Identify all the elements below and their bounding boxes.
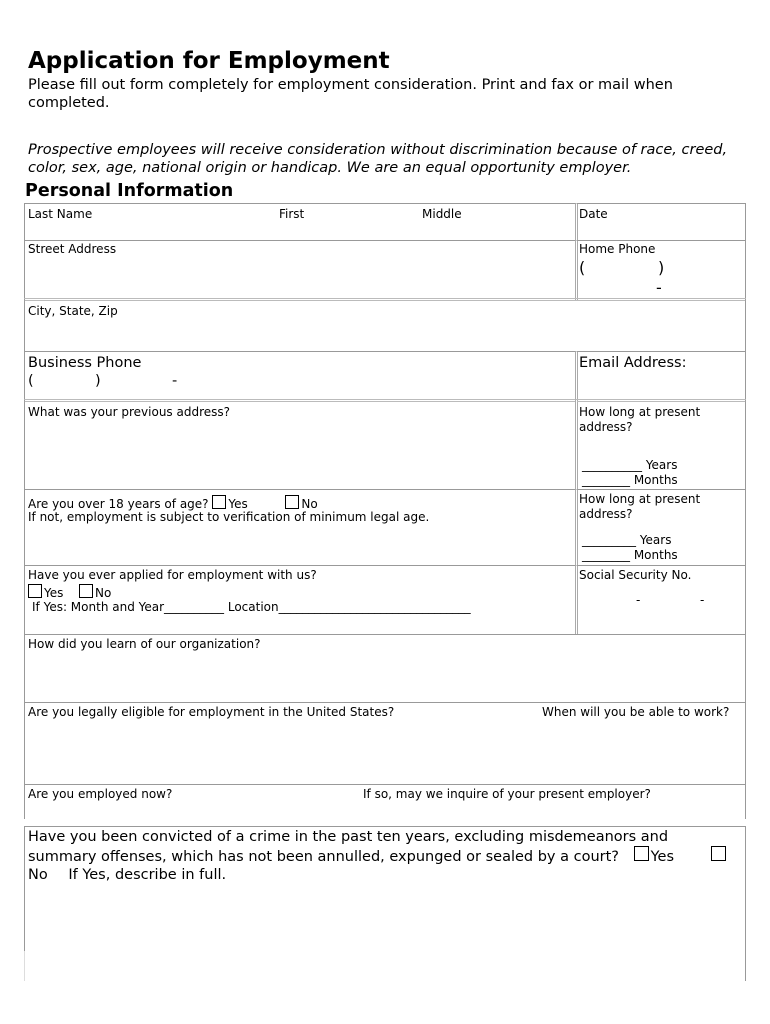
conviction-question: Have you been convicted of a crime in the past ten years, excluding misdemeanors and summary offenses, which has not been annulled, expunged or sealed by a court? Yes No If Yes, describe in full. [28, 828, 740, 884]
applied-before-options [28, 584, 111, 601]
middle-name-label: Middle [422, 207, 462, 221]
ssn-dash-1: - [636, 593, 641, 607]
eligibility-cell[interactable] [24, 702, 746, 784]
how-long-present-cell-2[interactable] [575, 489, 746, 565]
how-long-present-cell-1[interactable] [575, 399, 746, 489]
city-state-zip-label: City, State, Zip [28, 304, 118, 318]
conviction-yes-label: Yes [650, 849, 675, 865]
form-instructions: Please fill out form completely for employment consideration. Print and fax or mail when completed. [28, 77, 673, 111]
conviction-cell[interactable] [24, 826, 746, 952]
business-phone-paren-close: ) [95, 373, 101, 389]
home-phone-label: Home Phone [579, 242, 656, 256]
form-title: Application for Employment [28, 48, 390, 74]
city-state-zip-cell[interactable] [24, 298, 746, 351]
eeo-statement: Prospective employees will receive consideration without discrimination because of race, creed, color, sex, age, national origin or handicap. We are an equal opportunity employer. [28, 142, 728, 176]
conviction-no-label: No [28, 867, 48, 883]
business-phone-cell[interactable] [24, 351, 575, 401]
applied-yes-checkbox[interactable] [28, 584, 42, 598]
years-blank-2[interactable]: _________ Years [582, 533, 672, 547]
form-border-continuation-left [24, 951, 25, 981]
first-name-label: First [279, 207, 305, 221]
street-address-label: Street Address [28, 242, 117, 256]
eligibility-question: Are you legally eligible for employment in the United States? [28, 705, 395, 719]
email-cell[interactable] [575, 351, 746, 401]
over-18-no-checkbox[interactable] [285, 495, 299, 509]
email-label: Email Address: [579, 355, 687, 371]
home-phone-cell[interactable] [575, 240, 746, 300]
when-work-question: When will you be able to work? [542, 705, 730, 719]
ssn-cell[interactable] [575, 565, 746, 634]
months-blank-2[interactable]: ________ Months [582, 548, 678, 562]
home-phone-paren-close: ) [658, 258, 665, 277]
months-blank-1[interactable]: ________ Months [582, 473, 678, 487]
applied-if-yes-line[interactable]: If Yes: Month and Year__________ Location________________________________ [32, 600, 471, 614]
employed-cell[interactable] [24, 784, 746, 819]
form-border-continuation-right [745, 951, 746, 981]
name-cell[interactable] [24, 203, 575, 240]
applied-before-question: Have you ever applied for employment with us? [28, 568, 317, 582]
business-phone-paren-open: ( [28, 373, 34, 389]
years-blank-1[interactable]: __________ Years [582, 458, 678, 472]
conviction-if-yes: If Yes, describe in full. [68, 867, 227, 883]
date-label: Date [579, 207, 608, 221]
applied-no-label: No [95, 586, 112, 600]
over-18-yes-checkbox[interactable] [212, 495, 226, 509]
over-18-no-label: No [301, 497, 318, 511]
section-title-personal-information: Personal Information [25, 181, 234, 201]
applied-before-cell [24, 565, 575, 634]
date-cell[interactable] [575, 203, 746, 240]
how-long-present-label-2: How long at present address? [579, 492, 701, 521]
learn-cell[interactable] [24, 634, 746, 702]
previous-address-label: What was your previous address? [28, 405, 231, 419]
over-18-question: Are you over 18 years of age? Yes No [28, 497, 318, 511]
previous-address-cell[interactable] [24, 399, 575, 489]
over-18-note: If not, employment is subject to verification of minimum legal age. [28, 510, 430, 524]
employed-question: Are you employed now? [28, 787, 173, 801]
home-phone-paren-open: ( [579, 258, 586, 277]
over-18-cell [24, 489, 575, 565]
applied-yes-label: Yes [44, 586, 64, 600]
home-phone-dash: - [656, 278, 662, 297]
inquire-question: If so, may we inquire of your present employer? [363, 787, 651, 801]
how-long-present-label-1: How long at present address? [579, 405, 701, 434]
last-name-label: Last Name [28, 207, 93, 221]
street-address-cell[interactable] [24, 240, 575, 300]
learn-question: How did you learn of our organization? [28, 637, 261, 651]
conviction-yes-checkbox[interactable] [634, 846, 649, 861]
ssn-dash-2: - [700, 593, 705, 607]
over-18-yes-label: Yes [228, 497, 248, 511]
business-phone-dash: - [172, 373, 178, 389]
business-phone-label: Business Phone [28, 355, 142, 371]
ssn-label: Social Security No. [579, 568, 692, 582]
conviction-no-checkbox[interactable] [711, 846, 726, 861]
applied-no-checkbox[interactable] [79, 584, 93, 598]
